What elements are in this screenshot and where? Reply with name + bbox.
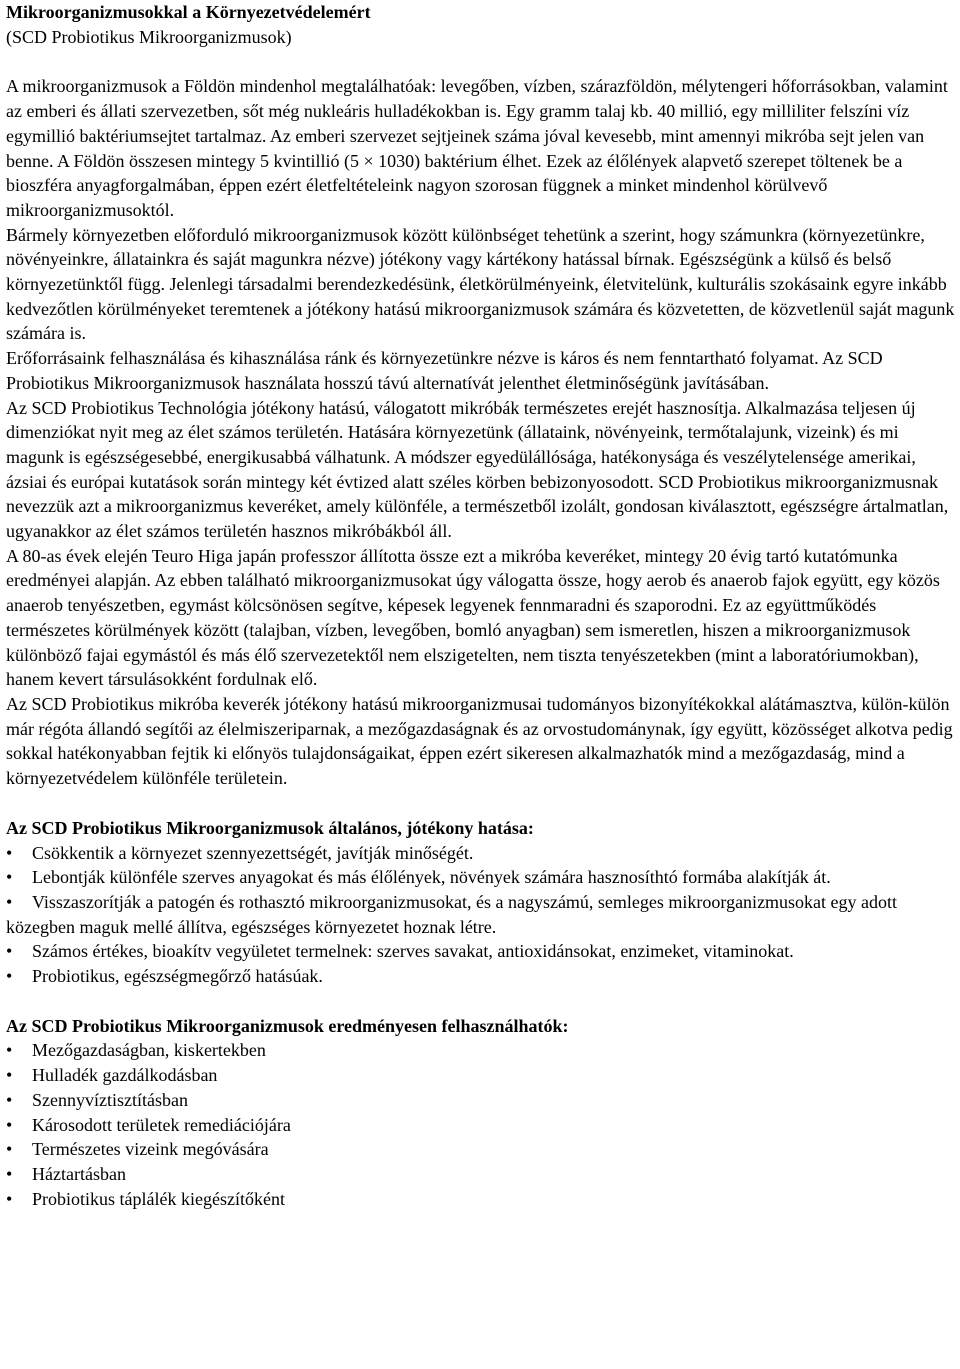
- paragraph-technology: Az SCD Probiotikus Technológia jótékony hatású, válogatott mikróbák természetes erejét hasznosítja. Alkalmazása teljesen új dimenziókat nyit meg az élet számos területén. Hatására környezetünk (állataink, növényeink, termőtalajunk, vizeink) és mi magunk is egészségesebbé, energikusabbá válhatunk. A módszer egyedülállósága, hatékonysága és veszélytelensége amerikai, ázsiai és európai kutatások során mintegy két évtized alatt széles körben bebizonyosodott. SCD Probiotikus mikroorganizmusnak nevezzük azt a mikroorganizmus keveréket, amely különféle, a természetből izolált, gondosan kiválasztott, egészségre ártalmatlan, ugyanakkor az élet számos területén hasznos mikróbákból áll.: [6, 397, 949, 542]
- paragraph-microorganisms-everywhere: A mikroorganizmusok a Földön mindenhol megtalálhatóak: levegőben, vízben, szárazföldön, mélytengeri hőforrásokban, valamint az emberi és állati szervezetben, sőt még nukleáris hulladékokban is. Egy gramm talaj kb. 40 millió, egy milliliter felszíni víz egymillió baktériumsejtet tartalmaz. Az emberi szervezet sejtjeinek száma jóval kevesebb, mint amennyi mikróba sejt jelen van benne. A Földön összesen mintegy 5 kvintillió (5 × 1030) baktérium élhet. Ezek az élőlények alapvető szerepet töltenek be a bioszféra anyagforgalmában, éppen ezért életfeltételeink nagyon szorosan függnek a minket mindenhol körülvevő mikroorganizmusoktól.: [6, 76, 948, 220]
- list-item: • Számos értékes, bioakítv vegyületet termelnek: szerves savakat, antioxidánsokat, enzimeket, vitaminokat.: [6, 939, 956, 964]
- uses-heading: Az SCD Probiotikus Mikroorganizmusok eredményesen felhasználhatók:: [6, 1015, 569, 1036]
- list-item: • Visszaszorítják a patogén és rothasztó mikroorganizmusokat, és a nagyszámú, semleges mikroorganizmusokat egy adott közegben maguk mellé állítva, egészséges környezetet hoznak létre.: [6, 890, 956, 939]
- paragraph-scientific-evidence: Az SCD Probiotikus mikróba keverék jótékony hatású mikroorganizmusai tudományos bizonyítékokkal alátámasztva, külön-külön már régóta állandó segítői az élelmiszeriparnak, a mezőgazdaságnak és az orvostudománynak, így együtt, közösséget alkotva pedig sokkal hatékonyabban fejtik ki előnyös tulajdonságaikat, éppen ezért sikeresen alkalmazhatók mind a mezőgazdaság, mind a környezetvédelem különféle területein.: [6, 693, 953, 789]
- document-title: Mikroorganizmusokkal a Környezetvédelemért: [6, 2, 371, 22]
- benefits-list: [6, 841, 956, 989]
- list-item: • Csökkentik a környezet szennyezettségét, javítják minőségét.: [6, 841, 956, 866]
- paragraph-resources: Erőforrásaink felhasználása és kihasználása ránk és környezetünkre nézve is káros és nem fenntartható folyamat. Az SCD Probiotikus Mikroorganizmusok használata hosszú távú alternatívát jelenthet életminőségünk javításában.: [6, 348, 883, 393]
- benefits-heading: Az SCD Probiotikus Mikroorganizmusok általános, jótékony hatása:: [6, 817, 534, 838]
- list-item: • Háztartásban: [6, 1162, 956, 1187]
- spacer: [6, 791, 956, 816]
- list-item: • Károsodott területek remediációjára: [6, 1113, 956, 1138]
- paragraph-beneficial-harmful: Bármely környezetben előforduló mikroorganizmusok között különbséget tehetünk a szerint, hogy számunkra (környezetünkre, növényeinkre, állatainkra és saját magunkra nézve) jótékony vagy kártékony hatással bírnak. Egészségünk a külső és belső környezetünktől függ. Jelenlegi társadalmi berendezkedésünk, életkörülményeink, életvitelünk, kulturális szokásaink egyre inkább kedvezőtlen körülményeket teremtenek a jótékony hatású mikroorganizmusok számára és közvetetten, de közvetlenül saját magunk számára is.: [6, 224, 955, 344]
- list-item: • Szennyvíztisztításban: [6, 1088, 956, 1113]
- spacer: [6, 989, 956, 1014]
- spacer: [6, 49, 956, 74]
- document-page: [6, 0, 956, 1211]
- list-item: • Mezőgazdaságban, kiskertekben: [6, 1038, 956, 1063]
- uses-list: [6, 1038, 956, 1211]
- list-item: • Lebontják különféle szerves anyagokat és más élőlények, növények számára hasznosíthtó formába alakítják át.: [6, 865, 956, 890]
- list-item: • Hulladék gazdálkodásban: [6, 1063, 956, 1088]
- list-item: • Probiotikus táplálék kiegészítőként: [6, 1187, 956, 1212]
- document-subtitle: (SCD Probiotikus Mikroorganizmusok): [6, 26, 292, 47]
- paragraph-teuro-higa: A 80-as évek elején Teuro Higa japán professzor állította össze ezt a mikróba keveréket, mintegy 20 évig tartó kutatómunka eredményei alapján. Az ebben található mikroorganizmusokat úgy válogatta össze, hogy aerob és anaerob fajok együtt, egy közös anaerob tenyészetben, egymást kölcsönösen segítve, képesek legyenek fennmaradni és szaporodni. Ez az együttműködés természetes körülmények között (talajban, vízben, levegőben, bomló anyagban) sem ismeretlen, hiszen a mikroorganizmusok különböző fajai egymástól és más élő szervezetektől nem elszigetelten, nem tiszta tenyészetekben (mint a laboratóriumokban), hanem kevert társulásokként fordulnak elő.: [6, 545, 940, 690]
- list-item: • Probiotikus, egészségmegőrző hatásúak.: [6, 964, 956, 989]
- list-item: • Természetes vizeink megóvására: [6, 1137, 956, 1162]
